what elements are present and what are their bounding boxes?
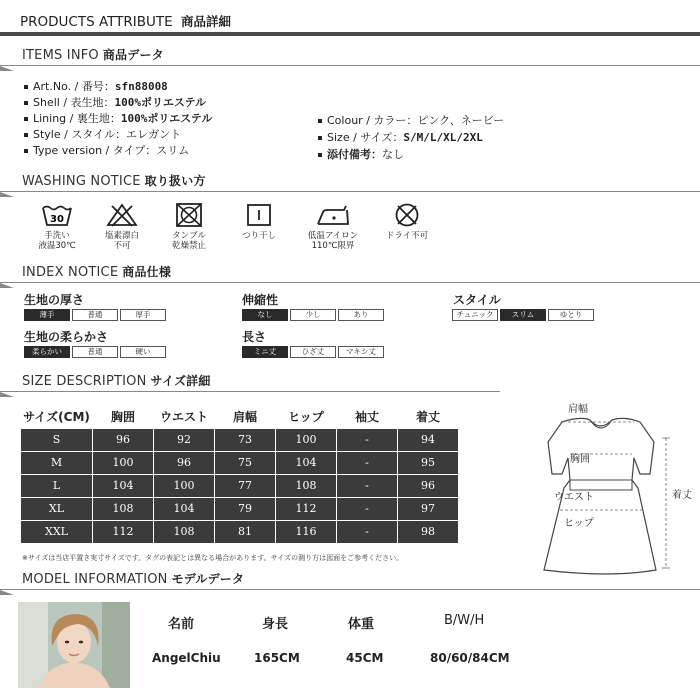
attr-size: Size / サイズ：S/M/L/XL/2XL — [318, 129, 483, 145]
model-col-bwh: B/W/H — [444, 613, 485, 628]
model-col-height: 身長 — [262, 617, 289, 632]
section-divider-wedge — [0, 66, 14, 71]
model-col-weight: 体重 — [348, 617, 375, 632]
items-info-header — [0, 44, 700, 66]
size-title-jp: サイズ詳細 — [150, 374, 211, 388]
col-length: 着丈 — [415, 410, 440, 425]
index-length-options — [242, 346, 384, 358]
model-col-name: 名前 — [168, 617, 195, 632]
model-title-en: MODEL INFORMATION — [22, 572, 168, 587]
index-length-title: 長さ — [242, 330, 267, 344]
size-description-header — [0, 370, 700, 392]
table-row: XXL 112 108 81 116 - 98 — [21, 520, 459, 543]
attr-remarks: 添付備考：なし — [318, 146, 404, 162]
table-row: XL 108 104 79 112 - 97 — [21, 497, 459, 520]
col-sleeve: 袖丈 — [354, 410, 379, 425]
model-bwh-value: 80/60/84CM — [430, 651, 510, 665]
diagram-length-label: 着丈 — [672, 490, 692, 501]
chip-tunic: チュニック — [452, 309, 498, 321]
chip-normal: 普通 — [72, 309, 118, 321]
model-photo — [18, 602, 130, 688]
index-title-jp: 商品仕様 — [122, 265, 172, 279]
col-size: サイズ(CM) — [23, 410, 90, 425]
chip-stretch-yes: あり — [338, 309, 384, 321]
chip-stretch-little: 少し — [290, 309, 336, 321]
header-title-jp: 商品詳細 — [180, 14, 231, 29]
chip-loose: ゆとり — [548, 309, 594, 321]
wash-item-no-bleach: 塩素漂白 不可 — [85, 202, 159, 251]
items-info-title-en: ITEMS INFO — [22, 48, 99, 63]
model-portrait-image — [18, 602, 130, 688]
attr-shell: Shell / 表生地：100%ポリエステル — [24, 94, 206, 110]
attr-type-version: Type version / タイプ：スリム — [24, 142, 189, 158]
no-tumble-dry-icon — [172, 202, 206, 228]
table-row: M 100 96 75 104 - 95 — [21, 451, 459, 474]
low-iron-icon — [314, 202, 352, 228]
attr-lining: Lining / 裏生地：100%ポリエステル — [24, 110, 212, 126]
model-name-value: AngelChiu — [152, 651, 221, 665]
diagram-shoulder-label: 肩幅 — [568, 404, 588, 415]
wash-item-no-tumble: タンブル 乾燥禁止 — [152, 202, 226, 251]
size-title-en: SIZE DESCRIPTION — [22, 374, 147, 389]
col-shoulder: 肩幅 — [232, 410, 257, 425]
size-note: ※サイズは当店平置き実寸サイズです。タグの表記とは異なる場合があります。サイズの測り方は図面をご参考ください。 — [22, 554, 404, 562]
model-height-value: 165CM — [254, 651, 300, 665]
col-hip: ヒップ — [288, 410, 324, 425]
chip-knee: ひざ丈 — [290, 346, 336, 358]
chip-soft-normal: 普通 — [72, 346, 118, 358]
size-table — [20, 406, 459, 544]
diagram-chest-label: 胸囲 — [570, 454, 590, 465]
index-stretch-options — [242, 309, 384, 321]
hand-wash-30-icon — [40, 202, 74, 228]
diagram-hip-label: ヒップ — [564, 518, 594, 529]
table-row: L 104 100 77 108 - 96 — [21, 474, 459, 497]
index-stretch-title: 伸縮性 — [242, 293, 279, 307]
index-softness-title: 生地の柔らかさ — [24, 330, 109, 344]
no-dry-clean-icon — [390, 202, 424, 228]
svg-text:30: 30 — [50, 214, 64, 225]
chip-slim: スリム — [500, 309, 546, 321]
col-chest: 胸囲 — [110, 410, 135, 425]
attr-colour: Colour / カラー：ピンク、ネービー — [318, 112, 504, 128]
attr-style: Style / スタイル：エレガント — [24, 126, 181, 142]
header-title-en: PRODUCTS ATTRIBUTE — [20, 14, 173, 30]
products-attribute-header — [0, 0, 700, 38]
index-notice-header — [0, 261, 700, 283]
index-style-title: スタイル — [453, 293, 501, 307]
chip-hard: 硬い — [120, 346, 166, 358]
line-dry-icon — [242, 202, 276, 228]
wash-item-hand-wash: 30 手洗い 液温30℃ — [20, 202, 94, 251]
wash-item-no-dry-clean: ドライ不可 — [370, 202, 444, 241]
chip-mini: ミニ丈 — [242, 346, 288, 358]
size-table-header — [21, 406, 459, 428]
attr-art-no: Art.No. / 番号：sfn88008 — [24, 78, 168, 94]
washing-title-jp: 取り扱い方 — [144, 174, 206, 188]
chip-stretch-none: なし — [242, 309, 288, 321]
wash-item-line-dry: つり干し — [222, 202, 296, 241]
chip-thick: 厚手 — [120, 309, 166, 321]
index-title-en: INDEX NOTICE — [22, 265, 119, 280]
index-style-options — [452, 309, 594, 321]
header-bar — [0, 32, 700, 36]
index-fabric-thickness-title: 生地の厚さ — [24, 293, 85, 307]
model-weight-value: 45CM — [346, 651, 384, 665]
index-fabric-thickness-options — [24, 309, 166, 321]
wash-item-low-iron: 低温アイロン 110℃限界 — [296, 202, 370, 251]
washing-notice-header — [0, 170, 700, 192]
model-title-jp: モデルデータ — [171, 572, 245, 586]
col-waist: ウエスト — [159, 410, 208, 425]
no-bleach-icon — [105, 202, 139, 228]
table-row: S 96 92 73 100 - 94 — [21, 428, 459, 451]
items-info-title-jp: 商品データ — [102, 48, 164, 62]
chip-maxi: マキシ丈 — [338, 346, 384, 358]
chip-thin: 薄手 — [24, 309, 70, 321]
chip-soft: 柔らかい — [24, 346, 70, 358]
dress-measurement-diagram — [520, 398, 700, 578]
model-information-header — [0, 568, 700, 590]
washing-title-en: WASHING NOTICE — [22, 174, 141, 189]
index-softness-options — [24, 346, 166, 358]
diagram-waist-label: ウエスト — [554, 492, 594, 503]
